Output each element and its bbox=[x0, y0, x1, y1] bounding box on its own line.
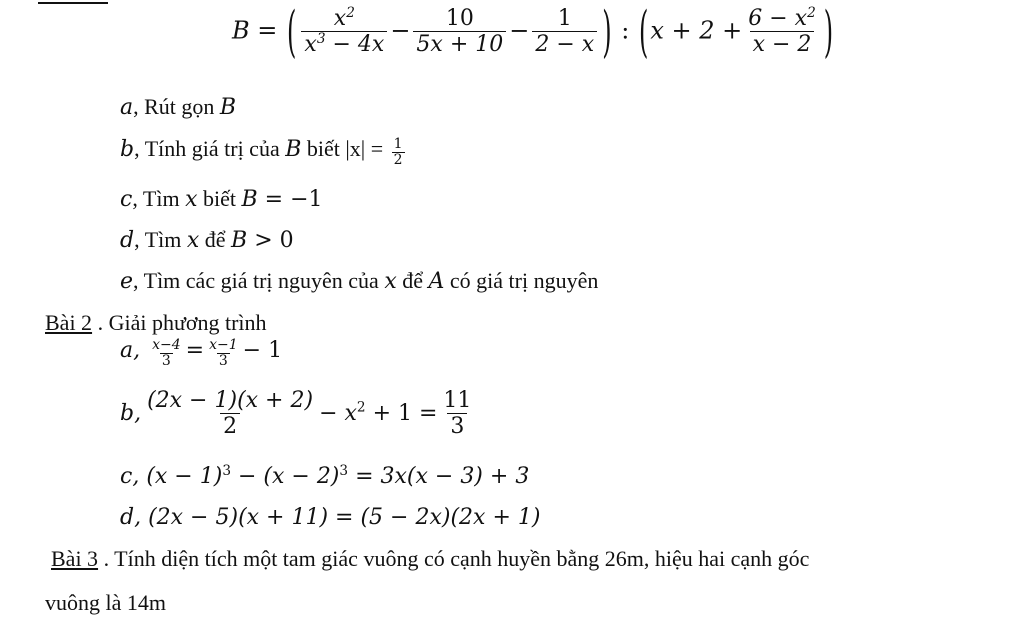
bai2-d bbox=[120, 505, 540, 530]
equation-b bbox=[232, 0, 835, 64]
bai2-b-den: 2 bbox=[220, 413, 240, 439]
bai2-a-rest: − 1 bbox=[242, 338, 283, 364]
f3-den: 2 − x bbox=[532, 31, 597, 57]
item-a-text: , Rút gọn bbox=[133, 94, 220, 119]
f1-num: x bbox=[333, 6, 347, 31]
bai2-c-exp2: 3 bbox=[339, 462, 349, 479]
item-b-var: B bbox=[285, 137, 302, 162]
bai2-a-f1-num: x−4 bbox=[152, 337, 181, 353]
bai2-c-exp1: 3 bbox=[222, 462, 231, 479]
item-d-label: d bbox=[120, 228, 135, 253]
bai3-line1 bbox=[51, 546, 809, 572]
item-d bbox=[120, 227, 294, 253]
bai2-b-rnum: 11 bbox=[443, 388, 472, 413]
bai2-b-mid-rest: + 1 = bbox=[365, 400, 438, 426]
bai2-c bbox=[120, 464, 529, 489]
paren-left-2: ( bbox=[638, 0, 649, 64]
item-d-var2: B bbox=[231, 228, 248, 253]
rhs-start: x + 2 + bbox=[650, 16, 743, 45]
bai2-a-frac2 bbox=[207, 338, 240, 368]
item-c-text3: = −1 bbox=[257, 187, 323, 212]
fraction-3 bbox=[532, 6, 597, 58]
bai3-label: Bài 3 bbox=[51, 546, 99, 571]
item-e-text: , Tìm các giá trị nguyên của bbox=[133, 268, 385, 293]
item-e-text2: để bbox=[396, 268, 429, 293]
paren-left-1: ( bbox=[287, 0, 297, 64]
item-d-var: x bbox=[186, 228, 200, 253]
bai2-b-frac bbox=[144, 388, 316, 440]
item-c-var: x bbox=[185, 187, 198, 212]
bai2-d-text: (2x − 5)(x + 11) = (5 − 2x)(2x + 1) bbox=[148, 505, 541, 530]
f2-num: 10 bbox=[445, 6, 474, 31]
bai2-b-num: (2x − 1)(x + 2) bbox=[147, 388, 314, 413]
bai2-d-label: d, bbox=[120, 505, 149, 530]
f2-den: 5x + 10 bbox=[413, 31, 506, 57]
bai3-line2: vuông là 14m bbox=[45, 590, 166, 615]
item-b-text2: biết |x| = bbox=[301, 136, 389, 161]
bai3-text: . Tính diện tích một tam giác vuông có cạnh huyền bằng 26m, hiệu hai cạnh góc bbox=[98, 546, 810, 571]
f3-num: 1 bbox=[557, 6, 572, 31]
bai2-a-f1-den: 3 bbox=[161, 352, 171, 369]
item-a bbox=[120, 94, 236, 120]
bai2-a-frac1 bbox=[150, 338, 183, 368]
f1-num-exp: 2 bbox=[346, 4, 355, 21]
item-c-label: c bbox=[120, 187, 133, 212]
bai2-c-text2: − (x − 2) bbox=[230, 464, 340, 489]
bai2-b-exp: 2 bbox=[356, 399, 366, 416]
item-a-label: a bbox=[120, 95, 134, 120]
f4-num: 6 − x bbox=[748, 6, 808, 31]
bai2-c-label: c, bbox=[120, 464, 147, 489]
item-d-text: , Tìm bbox=[134, 227, 187, 252]
item-b bbox=[120, 136, 408, 167]
bai2-a bbox=[120, 338, 282, 368]
bai2-title: . Giải phương trình bbox=[92, 310, 267, 335]
bai2-a-f2-num: x−1 bbox=[209, 337, 238, 353]
half-num: 1 bbox=[393, 135, 403, 152]
fraction-2 bbox=[413, 6, 506, 58]
half-fraction bbox=[392, 137, 405, 167]
item-c bbox=[120, 186, 323, 212]
item-e-var2: A bbox=[428, 269, 445, 294]
item-c-var2: B bbox=[241, 187, 258, 212]
f4-num-exp: 2 bbox=[807, 4, 816, 21]
item-c-text2: biết bbox=[197, 186, 242, 211]
item-a-var: B bbox=[219, 95, 237, 120]
bai2-b-mid: − x bbox=[319, 400, 357, 426]
bai2-a-label: a, bbox=[120, 338, 148, 364]
f1-den-rest: − 4x bbox=[325, 32, 385, 58]
paren-right-1: ) bbox=[602, 0, 612, 64]
minus-2: − bbox=[509, 16, 530, 45]
bai2-b-rfrac bbox=[440, 388, 474, 440]
minus-1: − bbox=[390, 16, 411, 45]
item-d-text2: để bbox=[199, 227, 232, 252]
fraction-4 bbox=[745, 6, 819, 58]
f4-den: x − 2 bbox=[750, 31, 815, 57]
bai2-c-text3: = 3x(x − 3) + 3 bbox=[348, 464, 530, 489]
bai2-b-rden: 3 bbox=[447, 413, 467, 439]
item-e-var: x bbox=[384, 269, 397, 294]
item-d-text3: > 0 bbox=[247, 228, 294, 253]
bai2-a-f2-den: 3 bbox=[218, 352, 228, 369]
fraction-1 bbox=[301, 6, 387, 58]
bai2-heading bbox=[45, 310, 267, 336]
divide-sign: : bbox=[621, 16, 630, 45]
eq-lhs: B = bbox=[232, 16, 278, 45]
bai2-label: Bài 2 bbox=[45, 310, 93, 335]
item-e-text3: có giá trị nguyên bbox=[444, 268, 599, 293]
item-e-label: e bbox=[120, 269, 134, 294]
bai2-c-text: (x − 1) bbox=[146, 464, 223, 489]
bai2-a-eq: = bbox=[185, 338, 205, 364]
item-b-text: , Tính giá trị của bbox=[134, 136, 286, 161]
f1-den-exp: 3 bbox=[316, 31, 326, 48]
item-c-text: , Tìm bbox=[132, 186, 186, 211]
half-den: 2 bbox=[393, 151, 403, 168]
item-e bbox=[120, 268, 598, 294]
bai2-b bbox=[120, 388, 477, 440]
f1-den: x bbox=[304, 32, 317, 58]
top-rule bbox=[38, 2, 108, 4]
item-b-label: b bbox=[120, 137, 135, 162]
paren-right-2: ) bbox=[823, 0, 834, 64]
bai2-b-label: b, bbox=[120, 400, 142, 426]
